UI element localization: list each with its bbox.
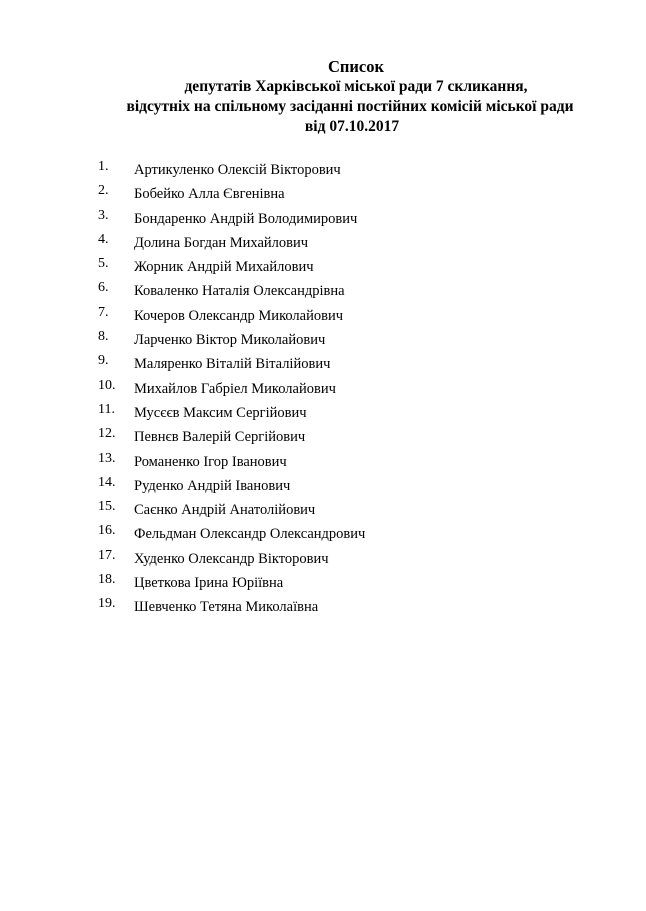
list-item-name: Коваленко Наталія Олександрівна (134, 283, 345, 300)
list-item-number: 9. (98, 353, 109, 369)
list-item-name: Бобейко Алла Євгенівна (134, 186, 285, 203)
document-subtitle-line: депутатів Харківської міської ради 7 скликання, (184, 78, 528, 95)
list-item-number: 3. (98, 207, 109, 223)
list-item-name: Фельдман Олександр Олександрович (134, 526, 366, 543)
list-item-number: 13. (98, 450, 116, 466)
list-item-name: Михайлов Габріел Миколайович (134, 380, 336, 397)
list-item-name: Худенко Олександр Вікторович (134, 550, 329, 567)
list-item-number: 16. (98, 523, 116, 539)
deputies-list (98, 158, 598, 620)
list-item-name: Бондаренко Андрій Володимирович (134, 210, 358, 227)
list-item-name: Романенко Ігор Іванович (134, 453, 287, 470)
list-item-name: Певнєв Валерій Сергійович (134, 429, 306, 446)
list-item (98, 328, 598, 352)
list-item (98, 158, 598, 182)
list-item-number: 17. (98, 547, 116, 563)
list-item-name: Цветкова Ірина Юріївна (134, 575, 284, 592)
list-item (98, 207, 598, 231)
list-item (98, 182, 598, 206)
list-item (98, 352, 598, 376)
list-item (98, 571, 598, 595)
list-item-name: Руденко Андрій Іванович (134, 477, 291, 494)
list-item-number: 15. (98, 499, 116, 515)
list-item (98, 377, 598, 401)
list-item (98, 279, 598, 303)
list-item (98, 231, 598, 255)
list-item-name: Мусєєв Максим Сергійович (134, 404, 307, 421)
list-item-number: 18. (98, 572, 116, 588)
list-item-name: Шевченко Тетяна Миколаївна (134, 599, 319, 616)
list-item-number: 5. (98, 256, 109, 272)
list-item (98, 522, 598, 546)
list-item-number: 12. (98, 426, 116, 442)
list-item (98, 547, 598, 571)
list-item-name: Ларченко Віктор Миколайович (134, 332, 326, 349)
list-item (98, 474, 598, 498)
list-item (98, 255, 598, 279)
list-item-name: Долина Богдан Михайлович (134, 234, 309, 251)
list-item-number: 1. (98, 159, 109, 174)
list-item-number: 11. (98, 401, 115, 417)
list-item-number: 19. (98, 596, 116, 612)
list-item-number: 2. (98, 183, 109, 199)
list-item-number: 7. (98, 304, 109, 320)
list-item-name: Кочеров Олександр Миколайович (134, 307, 344, 324)
list-item (98, 498, 598, 522)
list-item (98, 401, 598, 425)
list-item-number: 8. (98, 329, 109, 345)
list-item (98, 425, 598, 449)
list-item-name: Жорник Андрій Михайлович (134, 259, 314, 276)
document-title: Список (327, 57, 384, 76)
document-date: від 07.10.2017 (304, 118, 400, 135)
list-item-number: 10. (98, 377, 116, 393)
document-heading (0, 57, 646, 137)
document-subtitle-line: відсутніх на спільному засіданні постійних комісій міської ради (126, 98, 574, 115)
list-item-number: 6. (98, 280, 109, 296)
list-item (98, 450, 598, 474)
list-item-number: 14. (98, 474, 116, 490)
list-item (98, 595, 598, 619)
list-item-number: 4. (98, 231, 109, 247)
list-item-name: Артикуленко Олексій Вікторович (134, 162, 341, 178)
list-item (98, 304, 598, 328)
list-item-name: Маляренко Віталій Віталійович (134, 356, 331, 373)
list-item-name: Саєнко Андрій Анатолійович (134, 502, 316, 519)
